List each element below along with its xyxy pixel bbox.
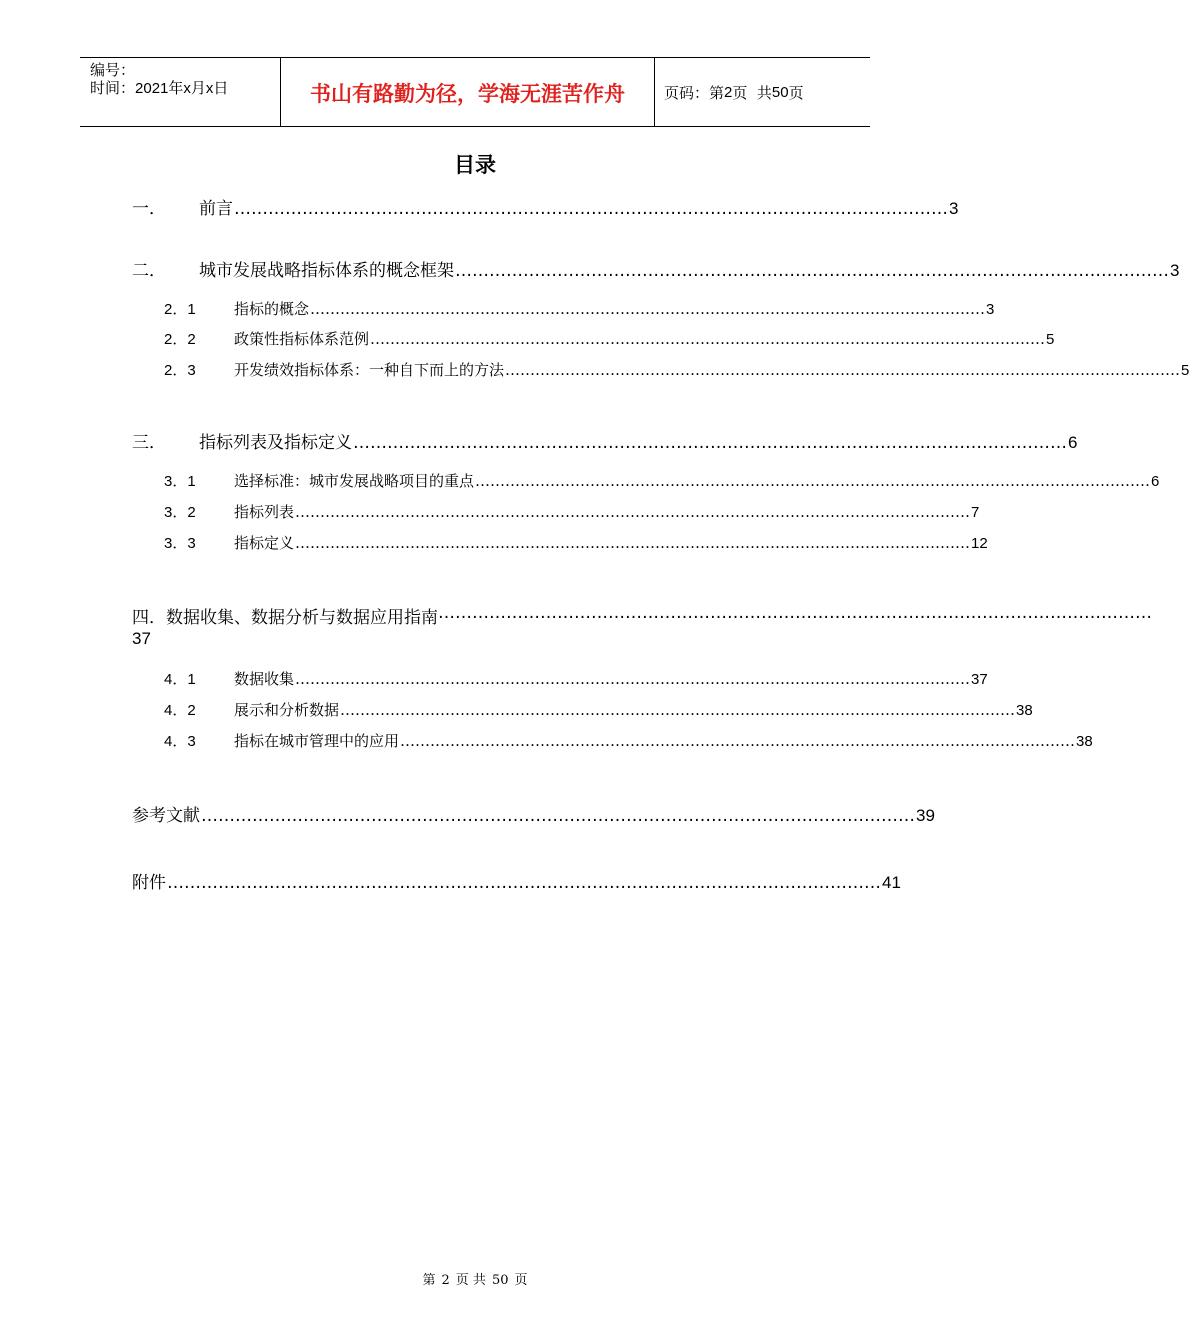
toc-entry-number: 四．	[132, 608, 166, 628]
time-label: 时间：	[90, 79, 136, 97]
toc-entry-text: 指标列表及指标定义	[199, 433, 352, 453]
header-page-info	[655, 58, 870, 126]
toc-entry-text: 附件	[132, 873, 166, 893]
toc-entry-page: 3	[1170, 261, 1180, 280]
toc-entry[interactable]	[164, 328, 1055, 349]
toc-entry-page: 3	[986, 301, 995, 318]
toc-entry-page: 41	[882, 873, 901, 892]
toc-entry-text: 指标列表	[234, 503, 295, 521]
toc-entry-page: 39	[916, 806, 935, 825]
page-end: 页	[788, 83, 804, 102]
toc-entry-text: 政策性指标体系范例	[234, 330, 370, 348]
toc-leader: ………………………………………………………………………………………………………………	[455, 261, 1169, 281]
header-motto: 书山有路勤为径，学海无涯苦作舟	[281, 58, 655, 126]
toc-entry[interactable]	[164, 470, 1160, 491]
toc-entry-text: 指标定义	[234, 534, 295, 552]
time-line	[90, 79, 280, 98]
toc-leader: ………………………………………………………………………………………………………………	[234, 199, 948, 219]
toc-leader: ………………………………………………………………………………………………………………………	[370, 330, 1046, 348]
toc-entry[interactable]	[132, 194, 959, 219]
toc-leader: ………………………………………………………………………………………………………………………	[475, 472, 1151, 490]
toc-entry-number: 2．1	[164, 301, 196, 318]
toc-entry-page: 37	[971, 671, 988, 688]
toc-leader: ………………………………………………………………………………………………………………………	[310, 300, 986, 318]
page-label: 页码：第	[664, 83, 725, 102]
toc-entry-number: 一．	[132, 199, 166, 219]
toc-entry[interactable]	[132, 603, 1152, 649]
toc-entry-page: 38	[1016, 702, 1033, 719]
toc-entry[interactable]	[164, 532, 988, 553]
toc-entry-page: 12	[971, 535, 988, 552]
page-current: 2	[724, 83, 733, 101]
toc-entry-number: 2．3	[164, 362, 196, 379]
toc-entry-number: 2．2	[164, 331, 196, 348]
page-footer	[0, 1269, 950, 1288]
toc-leader: ………………………………………………………………………………………………………………	[201, 806, 915, 826]
page-mid: 页 共	[732, 83, 772, 102]
toc-entry-number: 二．	[132, 261, 166, 281]
toc-entry-number: 4．3	[164, 733, 196, 750]
toc-leader: ………………………………………………………………………………………………………………………	[295, 534, 971, 552]
toc-entry[interactable]	[164, 699, 1033, 720]
toc-entry[interactable]	[132, 256, 1180, 281]
number-label: 编号：	[90, 61, 136, 79]
footer-total: 50	[491, 1273, 509, 1288]
toc-entry-text: 展示和分析数据	[234, 701, 340, 719]
toc-entry[interactable]	[164, 501, 980, 522]
page-total: 50	[771, 83, 789, 101]
toc-entry-line	[132, 603, 1152, 628]
toc-entry-page: 6	[1068, 433, 1078, 452]
toc-leader: ………………………………………………………………………………………………………………………	[400, 732, 1076, 750]
toc-entry-text: 参考文献	[132, 806, 200, 826]
toc-leader: ………………………………………………………………………………………………………………	[438, 603, 1152, 623]
toc-leader: ………………………………………………………………………………………………………………………	[505, 361, 1181, 379]
toc-leader: ………………………………………………………………………………………………………………	[353, 433, 1067, 453]
toc-leader: ………………………………………………………………………………………………………………	[167, 873, 881, 893]
time-value: 2021年x月x日	[135, 80, 229, 97]
toc-entry[interactable]	[132, 428, 1078, 453]
toc-entry[interactable]	[164, 298, 995, 319]
toc-entry-text: 城市发展战略指标体系的概念框架	[199, 261, 454, 281]
toc-entry-page: 5	[1046, 331, 1055, 348]
toc-title: 目录	[454, 153, 496, 177]
toc-entry-number: 三．	[132, 433, 166, 453]
toc-entry[interactable]	[132, 868, 901, 893]
toc-entry-page: 37	[132, 629, 151, 648]
footer-suffix: 页	[514, 1273, 528, 1288]
toc-entry-number: 3．3	[164, 535, 196, 552]
toc-entry-text: 前言	[199, 199, 233, 219]
toc-entry[interactable]	[164, 730, 1093, 751]
toc-entry-number: 3．2	[164, 504, 196, 521]
toc-entry-number: 4．1	[164, 671, 196, 688]
toc-leader: ………………………………………………………………………………………………………………………	[295, 503, 971, 521]
header-meta	[80, 58, 281, 126]
toc-leader: ………………………………………………………………………………………………………………………	[295, 670, 971, 688]
toc-entry-page: 38	[1076, 733, 1093, 750]
toc-entry-text: 数据收集	[234, 670, 295, 688]
toc-entry-text: 指标在城市管理中的应用	[234, 732, 400, 750]
toc-entry-text: 数据收集、数据分析与数据应用指南	[166, 608, 438, 628]
footer-prefix: 第	[422, 1273, 436, 1288]
toc-entry-page: 5	[1181, 362, 1189, 379]
toc-entry[interactable]	[164, 668, 988, 689]
toc-entry-text: 选择标准：城市发展战略项目的重点	[234, 472, 475, 490]
toc-entry-page: 3	[949, 199, 959, 218]
toc-entry[interactable]	[132, 801, 935, 826]
toc-entry-text: 开发绩效指标体系：一种自下而上的方法	[234, 361, 505, 379]
toc-entry-number: 3．1	[164, 473, 196, 490]
toc-entry-text: 指标的概念	[234, 300, 310, 318]
toc-entry-page: 7	[971, 504, 980, 521]
toc-leader: ………………………………………………………………………………………………………………………	[340, 701, 1016, 719]
footer-mid: 页 共	[455, 1273, 486, 1288]
toc-entry[interactable]	[164, 359, 1189, 380]
toc-entry-page: 6	[1151, 473, 1160, 490]
footer-current: 2	[441, 1273, 450, 1288]
page-header	[80, 57, 870, 127]
toc-entry-number: 4．2	[164, 702, 196, 719]
